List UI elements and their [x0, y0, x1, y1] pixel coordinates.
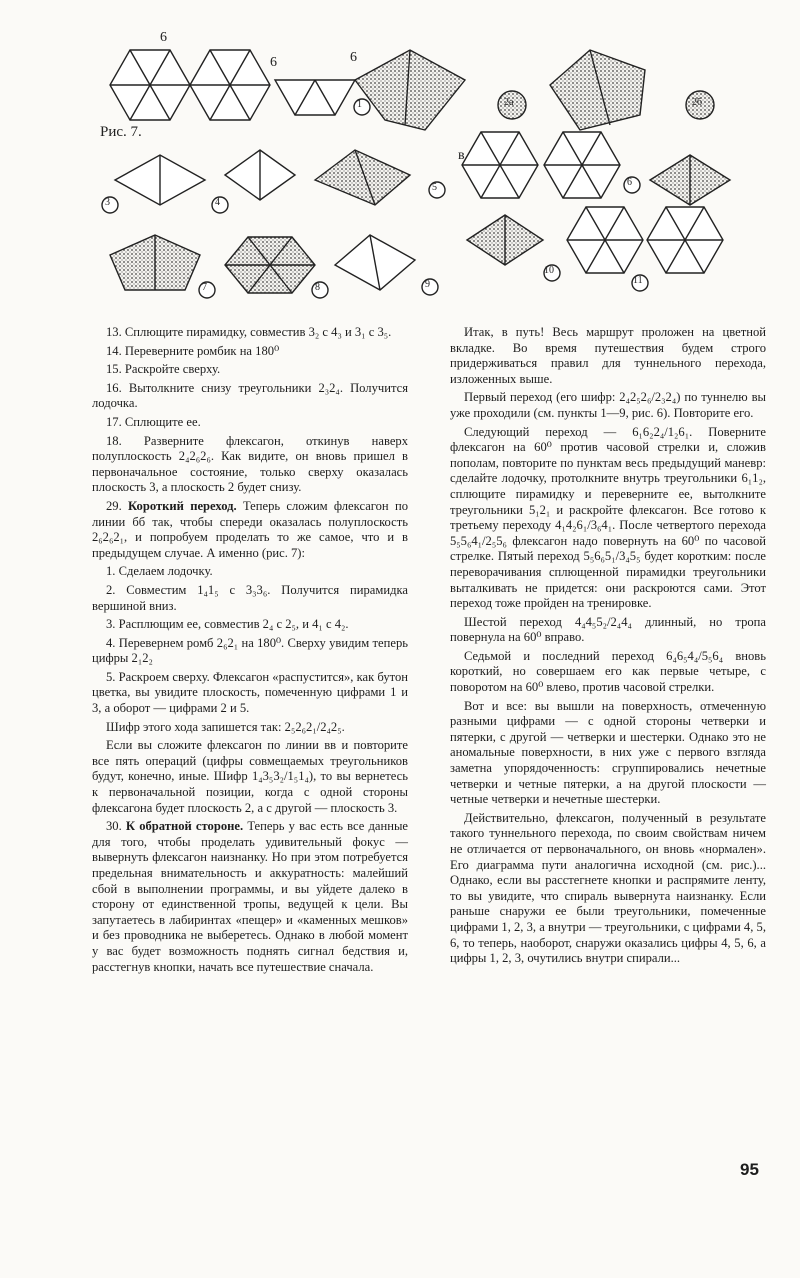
hexagon-shape — [462, 132, 538, 198]
hexagon-shape — [567, 207, 643, 273]
paragraph — [92, 362, 408, 378]
paragraph — [92, 819, 408, 975]
hexagon-shape — [225, 237, 315, 293]
item-number: 17. — [106, 414, 122, 429]
paragraph-text: Перевернем ромб 2₆2₁ на 180⁰. Сверху увидим теперь цифры 2₁2₂ — [92, 635, 408, 666]
item-number: 5. — [106, 669, 116, 684]
item-number: 16. — [106, 380, 122, 395]
pyramid-shape — [110, 235, 200, 290]
figure-illustration — [100, 25, 760, 310]
paragraph: Итак, в путь! Весь маршрут проложен на цветной вкладке. Во время путешествия будем строго придерживаться правил для туннельного перехода, изложенных выше. — [450, 325, 766, 386]
section-heading: Короткий переход. — [128, 498, 237, 513]
item-number: 15. — [106, 362, 122, 377]
paragraph — [92, 636, 408, 667]
figure-caption: Рис. 7. — [100, 124, 142, 140]
paragraph — [92, 499, 408, 561]
edge-label: 6 — [270, 55, 277, 70]
page-number: 95 — [740, 1160, 759, 1179]
paragraph — [92, 381, 408, 412]
paragraph-text: Расплющим ее, совместив 2₄ с 2₅, и 4₁ с 4₂. — [118, 617, 349, 632]
paragraph-text: Сделаем лодочку. — [118, 564, 213, 579]
item-number: 30. — [106, 819, 122, 834]
pyramid-shape — [355, 50, 465, 130]
item-number: 4. — [106, 635, 116, 650]
paragraph: Первый переход (его шифр: 2₄2₅2₆/2₃2₄) по туннелю вы уже проходили (см. пункты 1—9, рис. 6). Повторите его. — [450, 390, 766, 420]
step-number: 8 — [315, 282, 320, 293]
pyramid-shape — [550, 50, 645, 130]
rhombus-shape — [115, 155, 205, 205]
paragraph-text: Шифр этого хода запишется так: 2₅2₆2₁/2₄2₅. — [106, 719, 345, 734]
step-number: 10 — [544, 265, 554, 276]
paragraph-text: Раскроем сверху. Флексагон «распустится», как бутон цветка, вы увидите плоскость, помеченную цифрами 1 и 3, а оборот — цифрами 2 и 5. — [92, 669, 408, 716]
step-number: 2а — [504, 97, 514, 108]
rhombus-shape — [335, 235, 415, 290]
step-number: 4 — [215, 197, 220, 208]
paragraph — [92, 434, 408, 496]
paragraph-text: Вытолкните снизу треугольники 2₃2₄. Получится лодочка. — [92, 380, 408, 411]
paragraph — [92, 720, 408, 736]
paragraph — [92, 564, 408, 580]
rhombus-shape — [225, 150, 295, 200]
paragraph-text: Раскройте сверху. — [124, 362, 221, 377]
hexagon-shape — [647, 207, 723, 273]
paragraph-text: Сплющите ее. — [124, 414, 201, 429]
item-number: 14. — [106, 343, 122, 358]
paragraph: Седьмой и последний переход 6₄6₅4₄/5₅6₄ вновь короткий, но совершаем его как первые четыре, с поворотом на 60⁰ влево, против часовой стрелки. — [450, 648, 766, 695]
paragraph: Действительно, флексагон, полученный в результате такого туннельного перехода, по своим свойствам ничем не отличается от первоначального, он вновь «нормален». Его диаграмма пути аналогична исходной (см. рис.)... Однако, если вы расстегнете кнопки и распрямите ленту, то вы увидите, что спираль вывернута наизнанку. Если раньше снаружи ее были треугольники, помеченные цифрами 1, 2, 3, а внутри — треугольники, с цифрами 4, 5, 6, то теперь, наоборот, снаружи оказались цифры 4, 5, 6, а цифры 1, 2, 3, очутились внутри спирали... — [450, 810, 766, 966]
step-number: 5 — [432, 182, 437, 193]
paragraph-text: Теперь сложим флексагон по линии бб так, чтобы спереди оказалась полуплоскость 2₆2₆2₁, и попробуем проделать то же самое, что и в предыдущем случае. А именно (рис. 7): — [92, 498, 408, 560]
step-number: 9 — [425, 279, 430, 290]
hexagon-shape — [544, 132, 620, 198]
paragraph — [92, 670, 408, 717]
section-heading: К обратной стороне. — [125, 819, 244, 834]
item-number: 18. — [106, 433, 122, 448]
item-number: 2. — [106, 582, 116, 597]
rhombus-shape — [315, 150, 410, 205]
step-number: 6 — [627, 177, 632, 188]
step-number: 7 — [202, 282, 207, 293]
hexagon-shape — [110, 50, 190, 120]
item-number: 13. — [106, 325, 122, 339]
rhombus-shape — [467, 215, 543, 265]
step-number: 3 — [105, 197, 110, 208]
paragraph: Шестой переход 4₄4₅5₂/2₄4₄ длинный, но тропа повернула на 60⁰ вправо. — [450, 614, 766, 645]
paragraph — [92, 738, 408, 816]
hexagon-shape — [190, 50, 270, 120]
flexagon-diagram — [100, 25, 760, 310]
strip-shape — [275, 80, 355, 115]
paragraph — [92, 415, 408, 431]
rhombus-shape — [650, 155, 730, 205]
edge-label: 6 — [160, 30, 167, 45]
item-number: 1. — [106, 564, 116, 579]
paragraph: Вот и все: вы вышли на поверхность, отмеченную разными цифрами — с одной стороны четверки и пятерки, с другой — четверки и шестерки. Однако это не аномальные поверхности, в них уже с первого взгляда заметна упорядоченность: сгруппировались нечетные четверки и четные пятерки, а на другой плоскости — четные четверки и нечетные шестерки. — [450, 698, 766, 807]
left-text-column — [92, 325, 408, 978]
item-number: 29. — [106, 498, 122, 513]
paragraph — [92, 325, 408, 341]
paragraph-text: Теперь у вас есть все данные для того, чтобы проделать удивительный фокус — вывернуть флексагон наизнанку. Но при этом потребуется предельная внимательность и аккуратность: малейший сбой в выполнении программы, и вы уйдете далеко в сторону от единственной тропы, ведущей к цели. Вы запутаетесь в лабиринтах «пещер» и «каменных мешков» и без проводника не выберетесь. Однако в любой момент у вас будет возможность поднять сигнал бедствия и, расстегнув кнопки, начать все путешествие сначала. — [92, 819, 409, 974]
edge-label: 6 — [350, 50, 357, 65]
paragraph — [92, 617, 408, 633]
step-number: 1 — [357, 99, 362, 110]
paragraph-text: Разверните флексагон, откинув наверх полуплоскость 2₄2₆2₆. Как видите, он вновь пришел в первоначальное состояние, только сверху оказалась плоскость 3, а плоскость 2 будет снизу. — [92, 433, 408, 495]
item-number: 3. — [106, 617, 116, 632]
paragraph: Следующий переход — 6₁6₂2₄/1₂6₁. Поверните флексагон на 60⁰ против часовой стрелки и, сложив пополам, повторите по пунктам весь предыдущий маневр: сделайте лодочку, протолкните внутрь треугольники 6₁1₂, сплющите пирамидку и переверните ее, вытолкните треугольники 5₁2₁ и раскройте флексагон. Все готово к третьему переходу 4₁4₂6₁/3₆4₁. После четвертого перехода 5₅5₆4₁/2₅5₆ флексагон надо повернуть на 60⁰ по часовой стрелке. Пятый переход 5₅6₆5₁/3₄5₅ будет коротким: после переворачивания сплющенной пирамидки треугольники выталкивать не придется: они раскроются сами. Этот переход тоже пройден на тренировке. — [450, 424, 766, 611]
edge-label: в — [458, 148, 465, 163]
paragraph-text: Если вы сложите флексагон по линии вв и повторите все пять операций (цифры совмещаемых треугольников будут, конечно, иные. Шифр 1₄3₅3₂/1₅1₄), то вы вернетесь к первоначальной позиции, когда с одной стороны флексагона будет плоскость 2, а с другой — плоскость 3. — [92, 738, 408, 815]
right-text-column — [450, 325, 766, 970]
step-number: 2б — [692, 97, 703, 108]
paragraph-text: Сплющите пирамидку, совместив 3₂ с 4₃ и 3₁ с 3₅. — [124, 325, 392, 339]
paragraph — [92, 344, 408, 360]
paragraph — [92, 583, 408, 614]
paragraph-text: Переверните ромбик на 180⁰ — [124, 343, 280, 358]
paragraph-text: Совместим 1₄1₅ с 3₃3₆. Получится пирамидка вершиной вниз. — [92, 582, 408, 613]
step-number: 11 — [633, 275, 643, 286]
